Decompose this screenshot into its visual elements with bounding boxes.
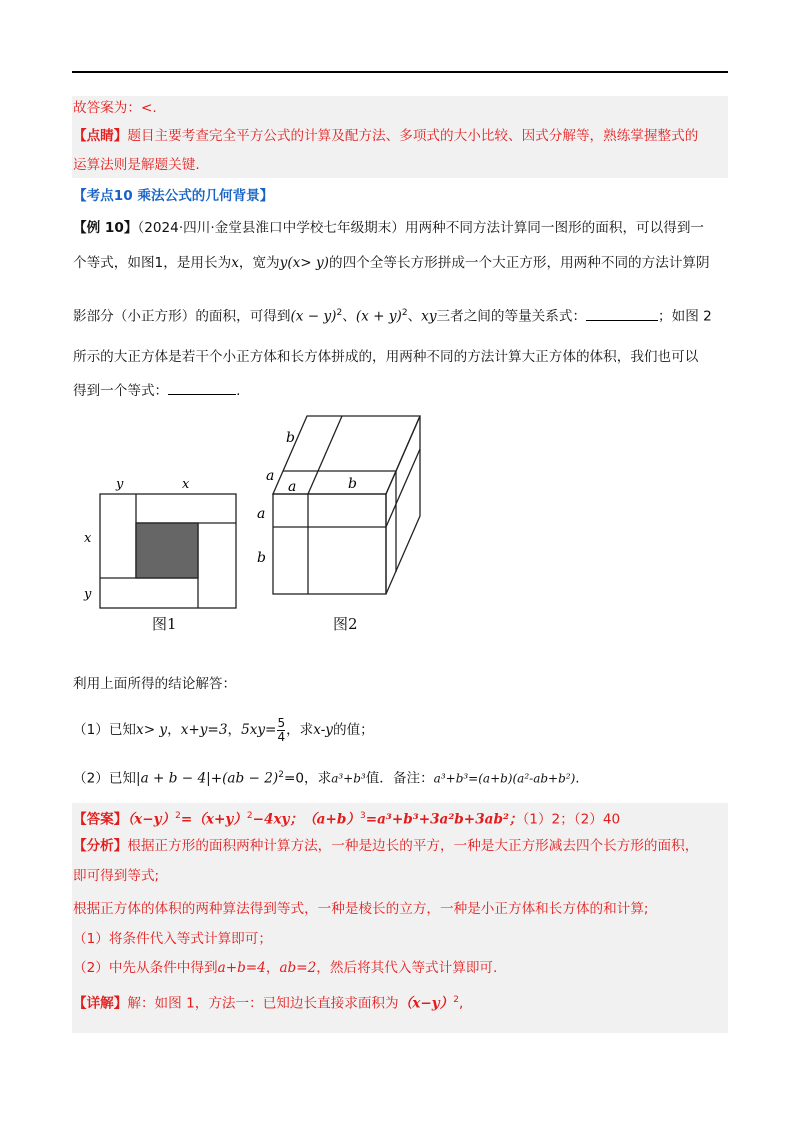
cube-front-face	[273, 494, 386, 594]
example-line3: 影部分（小正方形）的面积，可得到$(x - y)^2$、$(x + y)^2$、xy三者之间的等量关系式： ；如图 2	[73, 308, 712, 325]
q1-sep2: ，	[227, 722, 242, 738]
analysis-cond1: a+b=4	[217, 960, 266, 976]
dianjing-line1	[73, 126, 698, 146]
q2-ask: ，求	[304, 770, 332, 787]
analysis-line2: 即可得到等式;	[73, 868, 160, 884]
fig1-label-top-y: y	[116, 477, 124, 492]
frac-num: 5	[277, 715, 286, 730]
dianjing-line2: 运算法则是解题关键.	[73, 157, 200, 173]
expr-x-plus-y: (x + y)	[355, 308, 402, 325]
example-text2a: 个等式，如图1，是用长为	[73, 255, 232, 271]
q2-prefix: （2）已知	[73, 770, 137, 787]
figure-2	[248, 410, 443, 610]
answer-line: 故答案为：<.	[73, 100, 157, 116]
analysis-tag: 【分析】	[73, 838, 128, 854]
example-text5a: 得到一个等式：	[73, 383, 169, 399]
fraction-5-4	[277, 717, 285, 744]
answer-f2: =（x+y）	[180, 811, 247, 828]
question-1	[73, 715, 374, 745]
example-text2b: ，宽为	[238, 255, 280, 271]
analysis-line1	[73, 836, 698, 856]
example-text2c: 的四个全等长方形拼成一个大正方形，用两种不同的方法计算阴	[328, 255, 710, 271]
fig2-label-a-left: a	[257, 506, 266, 522]
fig2-label-b-inner: b	[348, 476, 357, 492]
section-heading: 【考点10 乘法公式的几何背景】	[73, 188, 274, 204]
var-xy: xy	[421, 308, 437, 325]
fig2-label-a-inner: a	[288, 479, 297, 495]
example-text3b: 三者之间的等量关系式：	[436, 308, 587, 325]
analysis-text1: 根据正方形的面积两种计算方法，一种是边长的平方，一种是大正方形减去四个长方形的面积，	[127, 838, 699, 854]
example-text3c: ；如图 2	[658, 308, 712, 325]
fig1-label-top-x: x	[182, 477, 190, 492]
fig2-label-a-top: a	[266, 468, 275, 484]
answer-blank-2[interactable]	[168, 382, 236, 395]
detail-line: 【详解】解：如图 1，方法一：已知边长直接求面积为$(x-y)^2$,	[73, 995, 464, 1012]
example-tag: 【例 10】	[73, 220, 138, 236]
q2-end: .	[575, 770, 580, 787]
example-text1: （2024·四川·金堂县淮口中学校七年级期末）用两种不同方法计算同一图形的面积，可以得到一	[137, 220, 705, 236]
analysis-text5a: （2）中先从条件中得到	[73, 960, 218, 976]
example-text5b: .	[236, 383, 241, 399]
fig1-label-left-y: y	[84, 587, 92, 602]
dianjing-tag: 【点睛】	[73, 128, 128, 144]
analysis-text5e: ，然后将其代入等式计算即可.	[316, 960, 498, 976]
q2-note-formula: a³+b³=(a+b)(a²-ab+b²)	[433, 771, 576, 786]
example-line2	[73, 253, 710, 273]
q1-suffix: 的值；	[332, 722, 374, 738]
answer-f1: （x−y）	[127, 811, 176, 828]
q2-target: a³+b³	[331, 771, 366, 786]
analysis-line3: 根据正方体的体积的两种算法得到等式，一种是棱长的立方，一种是小正方体和长方体的和计算;	[73, 901, 649, 917]
fig1-shaded-small-square	[136, 523, 198, 578]
analysis-line5	[73, 958, 497, 978]
question-2: （2）已知|a + b − 4|+(ab − 2)$^2$=0，求a³+b³值．备注：a³+b³=(a+b)(a²-ab+b²).	[73, 770, 580, 787]
example-line1	[73, 218, 704, 238]
fig1-caption: 图1	[152, 615, 177, 633]
q1-cond2: x+y=3	[180, 722, 228, 738]
analysis-cond2: ab=2	[279, 960, 317, 976]
analysis-sep: ，	[265, 960, 280, 976]
answer-tag: 【答案】	[73, 811, 128, 828]
detail-end: ,	[458, 995, 464, 1012]
q2-plus: +	[210, 770, 223, 787]
expr-x-minus-y: (x − y)	[290, 308, 337, 325]
q2-square-expr: (ab − 2)	[222, 770, 279, 787]
q2-abs-expr: |a + b − 4|	[136, 770, 211, 787]
sep2: 、	[407, 308, 422, 325]
answer-results: （1）2；（2）40	[522, 811, 621, 828]
answer-formula-line: 【答案】$(x-y)^2=(x+y)^2-4xy$；$(a+b)^3=a^3+b^3+3a^2b+3ab^2$；（1）2；（2）40	[73, 811, 621, 828]
detail-text: 解：如图 1，方法一：已知边长直接求面积为	[127, 995, 399, 1012]
q1-prefix: （1）已知	[73, 722, 137, 738]
example-text3a: 影部分（小正方形）的面积，可得到	[73, 308, 291, 325]
dianjing-text1: 题目主要考查完全平方公式的计算及配方法、多项式的大小比较、因式分解等，熟练掌握整式的	[127, 128, 699, 144]
intro-line: 利用上面所得的结论解答：	[73, 676, 237, 692]
var-y-condition: y(x> y)	[279, 255, 329, 271]
detail-tag: 【详解】	[73, 995, 128, 1012]
example-line5	[73, 381, 240, 401]
answer-f3: −4xy；（a+b）	[252, 811, 360, 828]
q1-ask: ，求	[286, 722, 314, 738]
cube-right-face	[386, 416, 420, 594]
q1-cond3: 5xy=	[241, 722, 277, 738]
q2-eq0: =0	[283, 770, 304, 787]
q1-target: x-y	[313, 722, 333, 738]
fig2-caption: 图2	[333, 615, 358, 633]
answer-blank-1[interactable]	[586, 308, 658, 321]
fig2-label-b-top: b	[286, 430, 295, 446]
q2-note-label: 值．备注：	[365, 770, 434, 787]
frac-den: 4	[277, 729, 286, 744]
fig1-label-left-x: x	[84, 531, 92, 546]
answer-f4: =a³+b³+3a²b+3ab²；	[365, 811, 523, 828]
detail-expr: （x−y）	[398, 995, 454, 1012]
header-rule	[72, 71, 728, 73]
analysis-line4: （1）将条件代入等式计算即可；	[73, 931, 272, 947]
fig2-label-b-left: b	[257, 550, 266, 566]
sep1: 、	[342, 308, 356, 325]
q1-cond1: x> y	[136, 722, 168, 738]
var-x: x	[231, 255, 239, 271]
q1-sep1: ，	[167, 722, 181, 738]
example-line4: 所示的大正方体是若干个小正方体和长方体拼成的，用两种不同的方法计算大正方体的体积，我们也可以	[73, 349, 699, 365]
